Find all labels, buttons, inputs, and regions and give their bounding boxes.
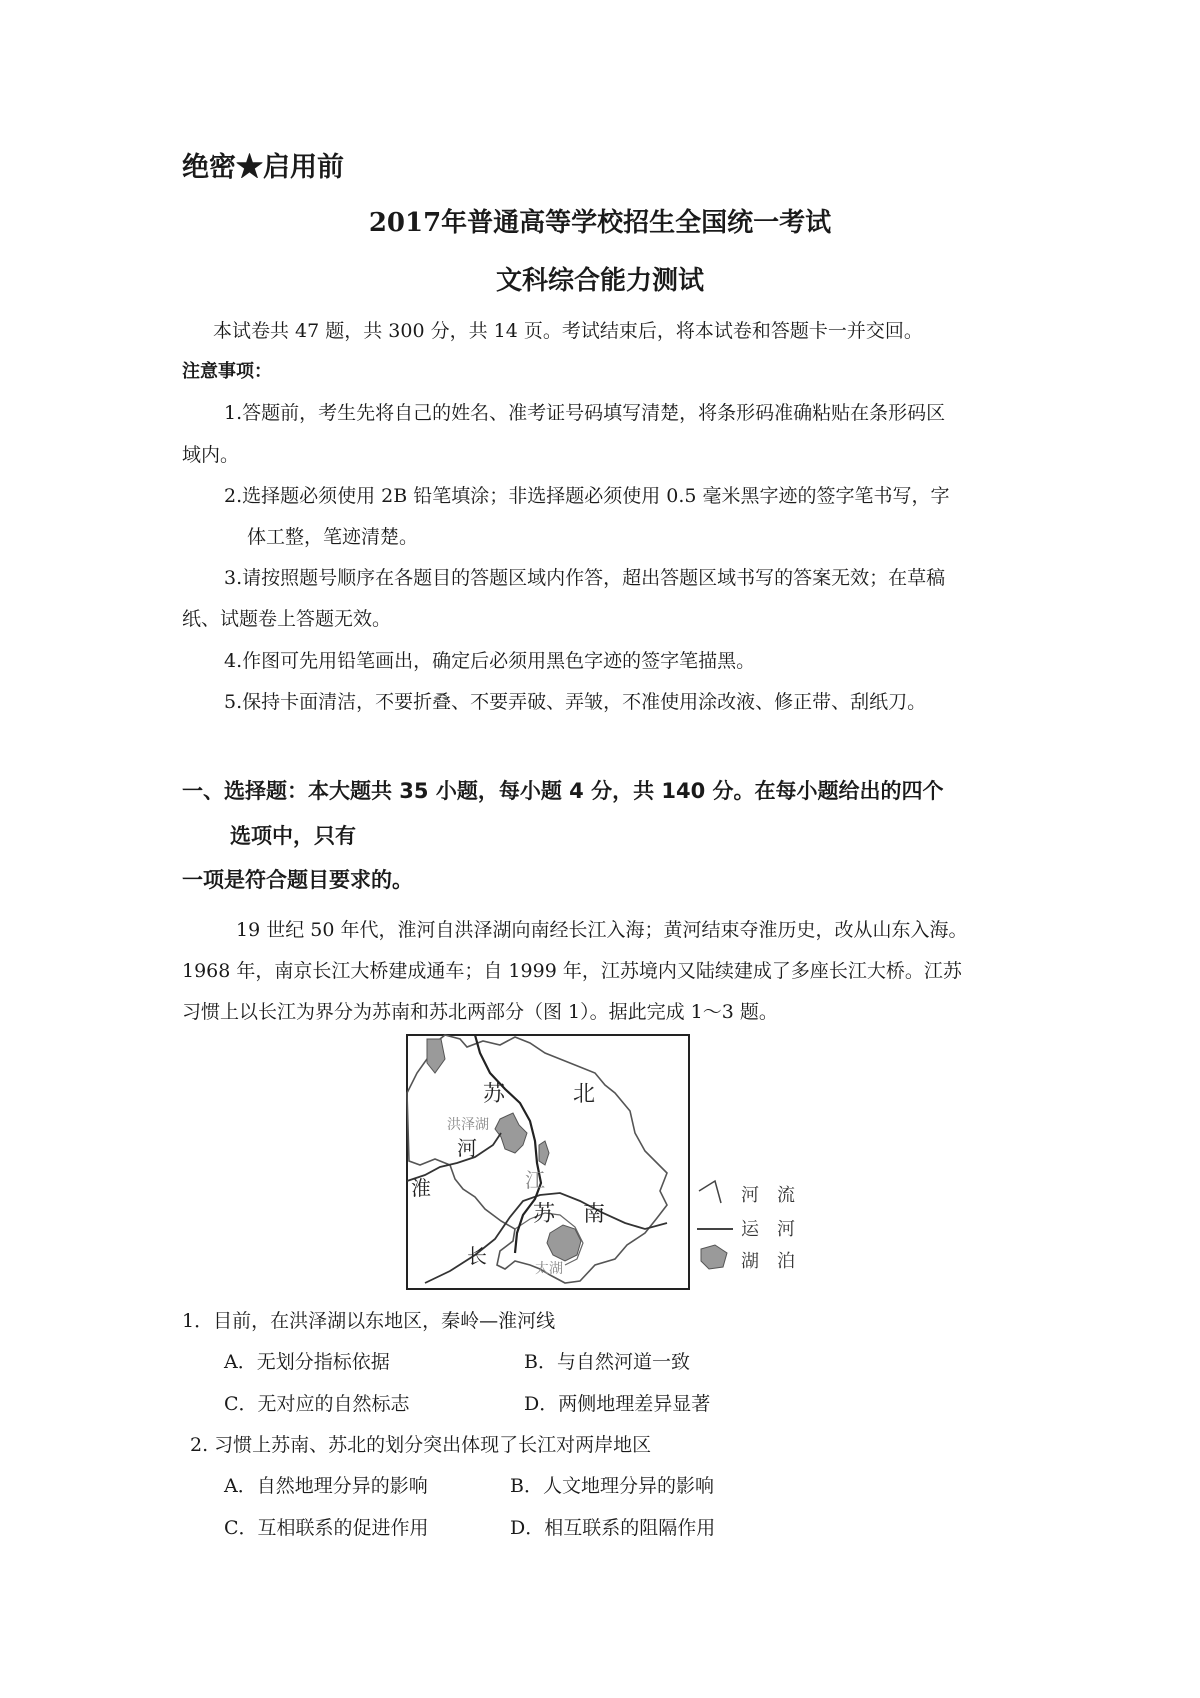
section-1-heading-line-1: 一、选择题：本大题共 35 小题，每小题 4 分，共 140 分。在每小题给出的四个	[182, 779, 944, 803]
note-2-line-1: 2.选择题必须使用 2B 铅笔填涂；非选择题必须使用 0.5 毫米黑字迹的签字笔书写，字	[224, 485, 950, 507]
question-1-option-b: B．与自然河道一致	[524, 1351, 690, 1373]
legend-river-icon	[699, 1181, 721, 1203]
notes-heading: 注意事项：	[182, 361, 272, 382]
question-2-option-a: A．自然地理分异的影响	[224, 1475, 428, 1497]
map-label-sunan-su: 苏	[533, 1202, 556, 1227]
jiangsu-map-figure	[405, 1033, 805, 1293]
question-1-option-d: D．两侧地理差异显著	[524, 1393, 711, 1415]
map-label-subei-su: 苏	[483, 1082, 506, 1107]
confidential-label: 绝密★启用前	[182, 152, 344, 183]
note-1-line-1: 1.答题前，考生先将自己的姓名、准考证号码填写清楚，将条形码准确粘贴在条形码区	[224, 402, 946, 424]
question-2-stem: 2. 习惯上苏南、苏北的划分突出体现了长江对两岸地区	[190, 1434, 652, 1456]
note-3-line-2: 纸、试题卷上答题无效。	[182, 608, 392, 630]
note-4: 4.作图可先用铅笔画出，确定后必须用黑色字迹的签字笔描黑。	[224, 650, 756, 672]
map-label-hongzehu: 洪泽湖	[447, 1117, 489, 1133]
question-1-option-a: A．无划分指标依据	[224, 1351, 390, 1373]
legend-river-label: 河 流	[741, 1185, 795, 1206]
map-label-he: 河	[457, 1136, 477, 1160]
legend-lake-icon	[701, 1245, 727, 1269]
legend-canal-label: 运 河	[741, 1219, 795, 1240]
passage-line-2: 1968 年，南京长江大桥建成通车；自 1999 年，江苏境内又陆续建成了多座长江大桥。江苏	[182, 960, 962, 982]
note-5: 5.保持卡面清洁，不要折叠、不要弄破、弄皱，不准使用涂改液、修正带、刮纸刀。	[224, 691, 927, 713]
map-label-sunan-nan: 南	[583, 1202, 606, 1227]
map-frame	[407, 1035, 689, 1289]
map-label-taihu: 太湖	[535, 1261, 563, 1277]
map-label-subei-bei: 北	[573, 1082, 596, 1107]
note-2-line-2: 体工整，笔迹清楚。	[247, 526, 419, 548]
section-1-heading-line-3: 一项是符合题目要求的。	[182, 868, 413, 892]
note-3-line-1: 3.请按照题号顺序在各题目的答题区域内作答，超出答题区域书写的答案无效；在草稿	[224, 567, 946, 589]
question-1-stem: 1．目前，在洪泽湖以东地区，秦岭—淮河线	[182, 1310, 556, 1332]
section-1-heading-line-2: 选项中，只有	[230, 824, 356, 848]
map-label-jiang: 江	[525, 1168, 545, 1192]
note-1-line-2: 域内。	[182, 444, 240, 466]
intro-text: 本试卷共 47 题，共 300 分，共 14 页。考试结束后，将本试卷和答题卡一并交回。	[213, 320, 923, 342]
passage-line-3: 习惯上以长江为界分为苏南和苏北两部分（图 1）。据此完成 1～3 题。	[182, 1001, 778, 1023]
legend-lake-label: 湖 泊	[741, 1251, 795, 1272]
map-label-huai: 淮	[411, 1176, 431, 1200]
map-label-chang: 长	[467, 1244, 487, 1268]
question-2-option-c: C．互相联系的促进作用	[224, 1517, 429, 1539]
question-1-option-c: C．无对应的自然标志	[224, 1393, 410, 1415]
passage-line-1: 19 世纪 50 年代，淮河自洪泽湖向南经长江入海；黄河结束夺淮历史，改从山东入海。	[236, 919, 968, 941]
question-2-option-d: D．相互联系的阻隔作用	[510, 1517, 716, 1539]
exam-subtitle: 文科综合能力测试	[495, 266, 704, 296]
exam-title: 2017年普通高等学校招生全国统一考试	[368, 208, 832, 238]
question-2-option-b: B．人文地理分异的影响	[510, 1475, 714, 1497]
